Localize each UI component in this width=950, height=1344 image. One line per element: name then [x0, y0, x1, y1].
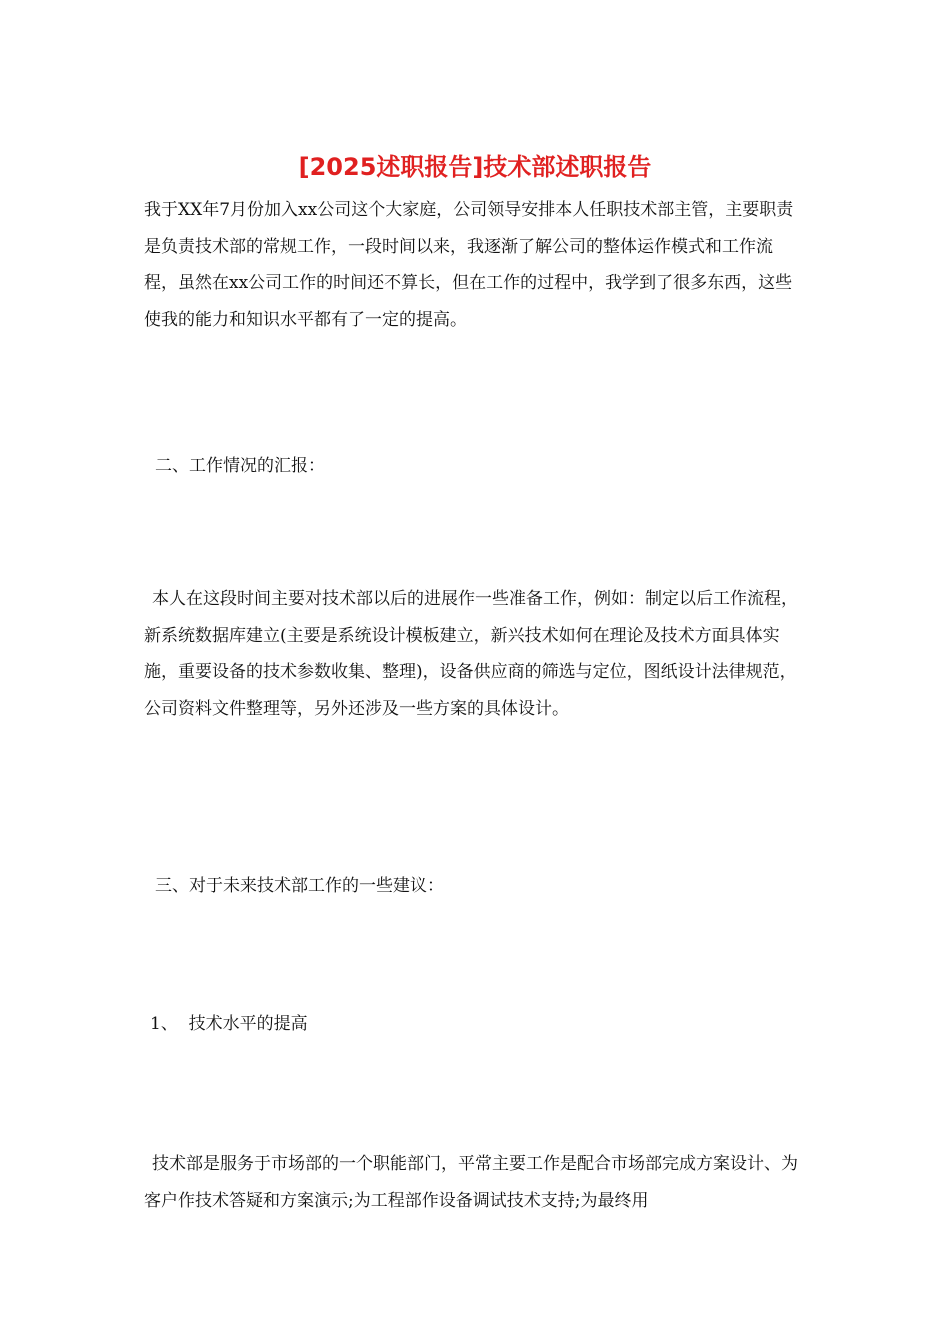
document-title: [2025述职报告]技术部述职报告 — [298, 153, 652, 181]
tech-level-paragraph: 技术部是服务于市场部的一个职能部门，平常主要工作是配合市场部完成方案设计、为客户作技术答疑和方案演示;为工程部作设备调试技术支持;为最终用 — [144, 1154, 798, 1211]
section-heading-work-report: 二、工作情况的汇报： — [155, 456, 325, 476]
subsection-heading-tech-level: 1、 技术水平的提高 — [150, 1014, 308, 1034]
intro-paragraph: 我于XX年7月份加入xx公司这个大家庭，公司领导安排本人任职技术部主管，主要职责是负责技术部的常规工作，一段时间以来，我逐渐了解公司的整体运作模式和工作流程，虽然在xx公司工作的时间还不算长，但在工作的过程中，我学到了很多东西，这些使我的能力和知识水平都有了一定的提高。 — [144, 200, 794, 330]
section-heading-suggestions: 三、对于未来技术部工作的一些建议： — [155, 876, 444, 896]
work-report-paragraph: 本人在这段时间主要对技术部以后的进展作一些准备工作，例如：制定以后工作流程，新系统数据库建立(主要是系统设计模板建立，新兴技术如何在理论及技术方面具体实施，重要设备的技术参数收集、整理)，设备供应商的筛选与定位，图纸设计法律规范，公司资料文件整理等，另外还涉及一些方案的具体设计。 — [144, 589, 798, 719]
